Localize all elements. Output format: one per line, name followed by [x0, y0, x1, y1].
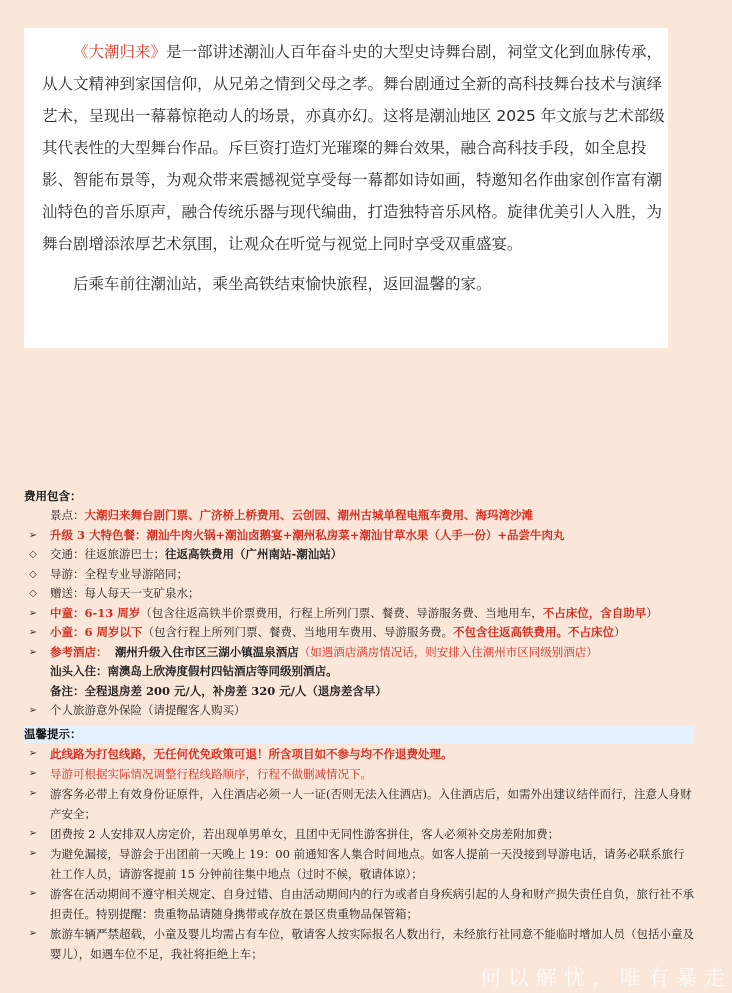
- fee-item-meals: [24, 526, 694, 546]
- fees-title: 费用包含：: [24, 489, 82, 503]
- tip-item: ➢ 游客务必带上有效身份证原件，入住酒店必须一人一证(否则无法入住酒店)。入住酒店后，如需外出建议结伴而行，注意人身财产安全；: [24, 784, 694, 824]
- fee-item-guide: [24, 565, 694, 585]
- gift-text: 赠送：每人每天一支矿泉水；: [50, 586, 200, 600]
- fees-section: [24, 486, 694, 721]
- diamond-bullet-icon: ◇: [29, 588, 37, 599]
- child-mid-label: 中童：6-13 周岁: [50, 605, 141, 620]
- arrow-bullet-icon: ➢: [28, 828, 38, 839]
- arrow-bullet-icon: ➢: [28, 888, 38, 899]
- tip-item: ➢ 游客在活动期间不遵守相关规定、自身过错、自由活动期间内的行为或者自身疾病引起的人身和财产损失责任自负，旅行社不承担责任。特别提醒：贵重物品请随身携带或存放在景区贵重物品保管箱；: [24, 884, 694, 924]
- tip-item: ➢ 旅游车辆严禁超载，小童及婴儿均需占有车位，敬请客人按实际报名人数出行，未经旅行社同意不能临时增加人员（包括小童及婴儿），如遇车位不足，我社将拒绝上车；: [24, 924, 694, 964]
- intro-text: 是一部讲述潮汕人百年奋斗史的大型史诗舞台剧，祠堂文化到血脉传承，从人文精神到家国信仰，从兄弟之情到父母之孝。舞台剧通过全新的高科技舞台技术与演绎艺术，呈现出一幕幕惊艳动人的场景，亦真亦幻。这将是潮汕地区 2025 年文旅与艺术部级其代表性的大型舞台作品。斥巨资打造灯光璀璨的舞台效果，融合高科技手段，如全息投影、智能布景等，为观众带来震撼视觉享受每一幕都如诗如画，特邀知名作曲家创作富有潮汕特色的音乐原声，融合传统乐器与现代编曲，打造独特音乐风格。旋律优美引人入胜，为舞台剧增添浓厚艺术氛围，让观众在听觉与视觉上同时享受双重盛宴。: [42, 43, 665, 253]
- transport-value: 往返高铁费用（广州南站-潮汕站）: [165, 547, 343, 561]
- fee-item-gift: [24, 584, 694, 604]
- tip-item: ➢ 导游可根据实际情况调整行程线路顺序，行程不做删减情况下。: [24, 764, 694, 784]
- insurance-text: 个人旅游意外保险（请提醒客人购买）: [50, 703, 246, 717]
- tips-section: [24, 744, 694, 964]
- fee-item-child-small: [24, 623, 694, 643]
- diamond-bullet-icon: ◇: [29, 568, 37, 580]
- child-small-text: （包含行程上所列门票、餐费、当地用车费用、导游服务费。: [142, 625, 454, 639]
- hotel-shantou: 汕头入住：南澳岛上欣涛度假村四钻酒店等同级别酒店。: [50, 664, 338, 678]
- child-mid-close: ）: [646, 605, 658, 620]
- tip-item: ➢ 为避免漏接，导游会于出团前一天晚上 19：00 前通知客人集合时间地点。如客人提前一天没接到导游电话，请务必联系旅行社工作人员，请游客提前 15 分钟前往集中地点（过时不候，敬请体谅）；: [24, 844, 694, 884]
- fee-item-hotel: [24, 643, 694, 663]
- tip-item: ➢ 团费按 2 人安排双人房定价，若出现单男单女，且团中无同性游客拼住，客人必须补交房差附加费；: [24, 824, 694, 844]
- arrow-bullet-icon: ➢: [28, 748, 38, 759]
- meals-text: 升级 3 大特色餐：潮汕牛肉火锅+潮汕卤鹅宴+潮州私房菜+潮汕甘草水果（人手一份）+品尝牛肉丸: [50, 527, 565, 542]
- spots-value: 大潮归来舞台剧门票、广济桥上桥费用、云创园、潮州古城单程电瓶车费用、海玛湾沙滩: [84, 508, 533, 522]
- arrow-bullet-icon: ➢: [28, 768, 38, 779]
- fee-item-spots: [24, 506, 694, 526]
- spots-label: 景点：: [50, 508, 85, 522]
- guide-text: 导游：全程专业导游陪同；: [50, 566, 188, 581]
- arrow-bullet-icon: ➢: [28, 627, 38, 638]
- watermark: 何以解忧，唯有暴走: [480, 966, 732, 990]
- diamond-bullet-icon: ◇: [29, 549, 37, 560]
- fee-item-transport: [24, 545, 694, 565]
- tip-item: ➢ 此线路为打包线路，无任何优免政策可退！所含项目如不参与均不作退费处理。: [24, 744, 694, 764]
- arrow-bullet-icon: ➢: [28, 529, 38, 541]
- hotel-remark: 备注：全程退房差 200 元/人，补房差 320 元/人（退房差含早）: [50, 683, 387, 698]
- return-paragraph: 后乘车前往潮汕站，乘坐高铁结束愉快旅程，返回温馨的家。: [73, 275, 492, 293]
- arrow-bullet-icon: ➢: [28, 607, 38, 619]
- transport-label: 交通：往返旅游巴士；: [50, 547, 165, 561]
- fee-item-child-mid: [24, 604, 694, 624]
- intro-paragraph: [42, 36, 674, 260]
- hotel-label: 参考酒店：: [50, 644, 108, 659]
- child-mid-red: 不占床位，含自助早: [542, 605, 647, 620]
- child-small-label: 小童：6 周岁以下: [50, 625, 143, 639]
- child-mid-text: （包含往返高铁半价票费用，行程上所列门票、餐费、导游服务费、当地用车，: [140, 605, 543, 620]
- fee-item-insurance: [24, 701, 694, 721]
- arrow-bullet-icon: ➢: [28, 928, 38, 939]
- arrow-bullet-icon: ➢: [28, 705, 38, 716]
- arrow-bullet-icon: ➢: [28, 788, 38, 799]
- arrow-bullet-icon: ➢: [28, 848, 38, 859]
- arrow-bullet-icon: ➢: [28, 646, 38, 658]
- show-title: 《大潮归来》: [73, 43, 167, 61]
- intro-panel: [24, 28, 668, 348]
- hotel-note: （如遇酒店满房情况话，则安排入住潮州市区同级别酒店）: [298, 644, 598, 659]
- hotel-chaozhou: 潮州升级入住市区三湖小镇温泉酒店: [114, 644, 299, 659]
- child-small-red: 不包含往返高铁费用。不占床位: [453, 625, 615, 639]
- child-small-close: ）: [614, 625, 626, 639]
- tips-title: 温馨提示：: [24, 726, 694, 743]
